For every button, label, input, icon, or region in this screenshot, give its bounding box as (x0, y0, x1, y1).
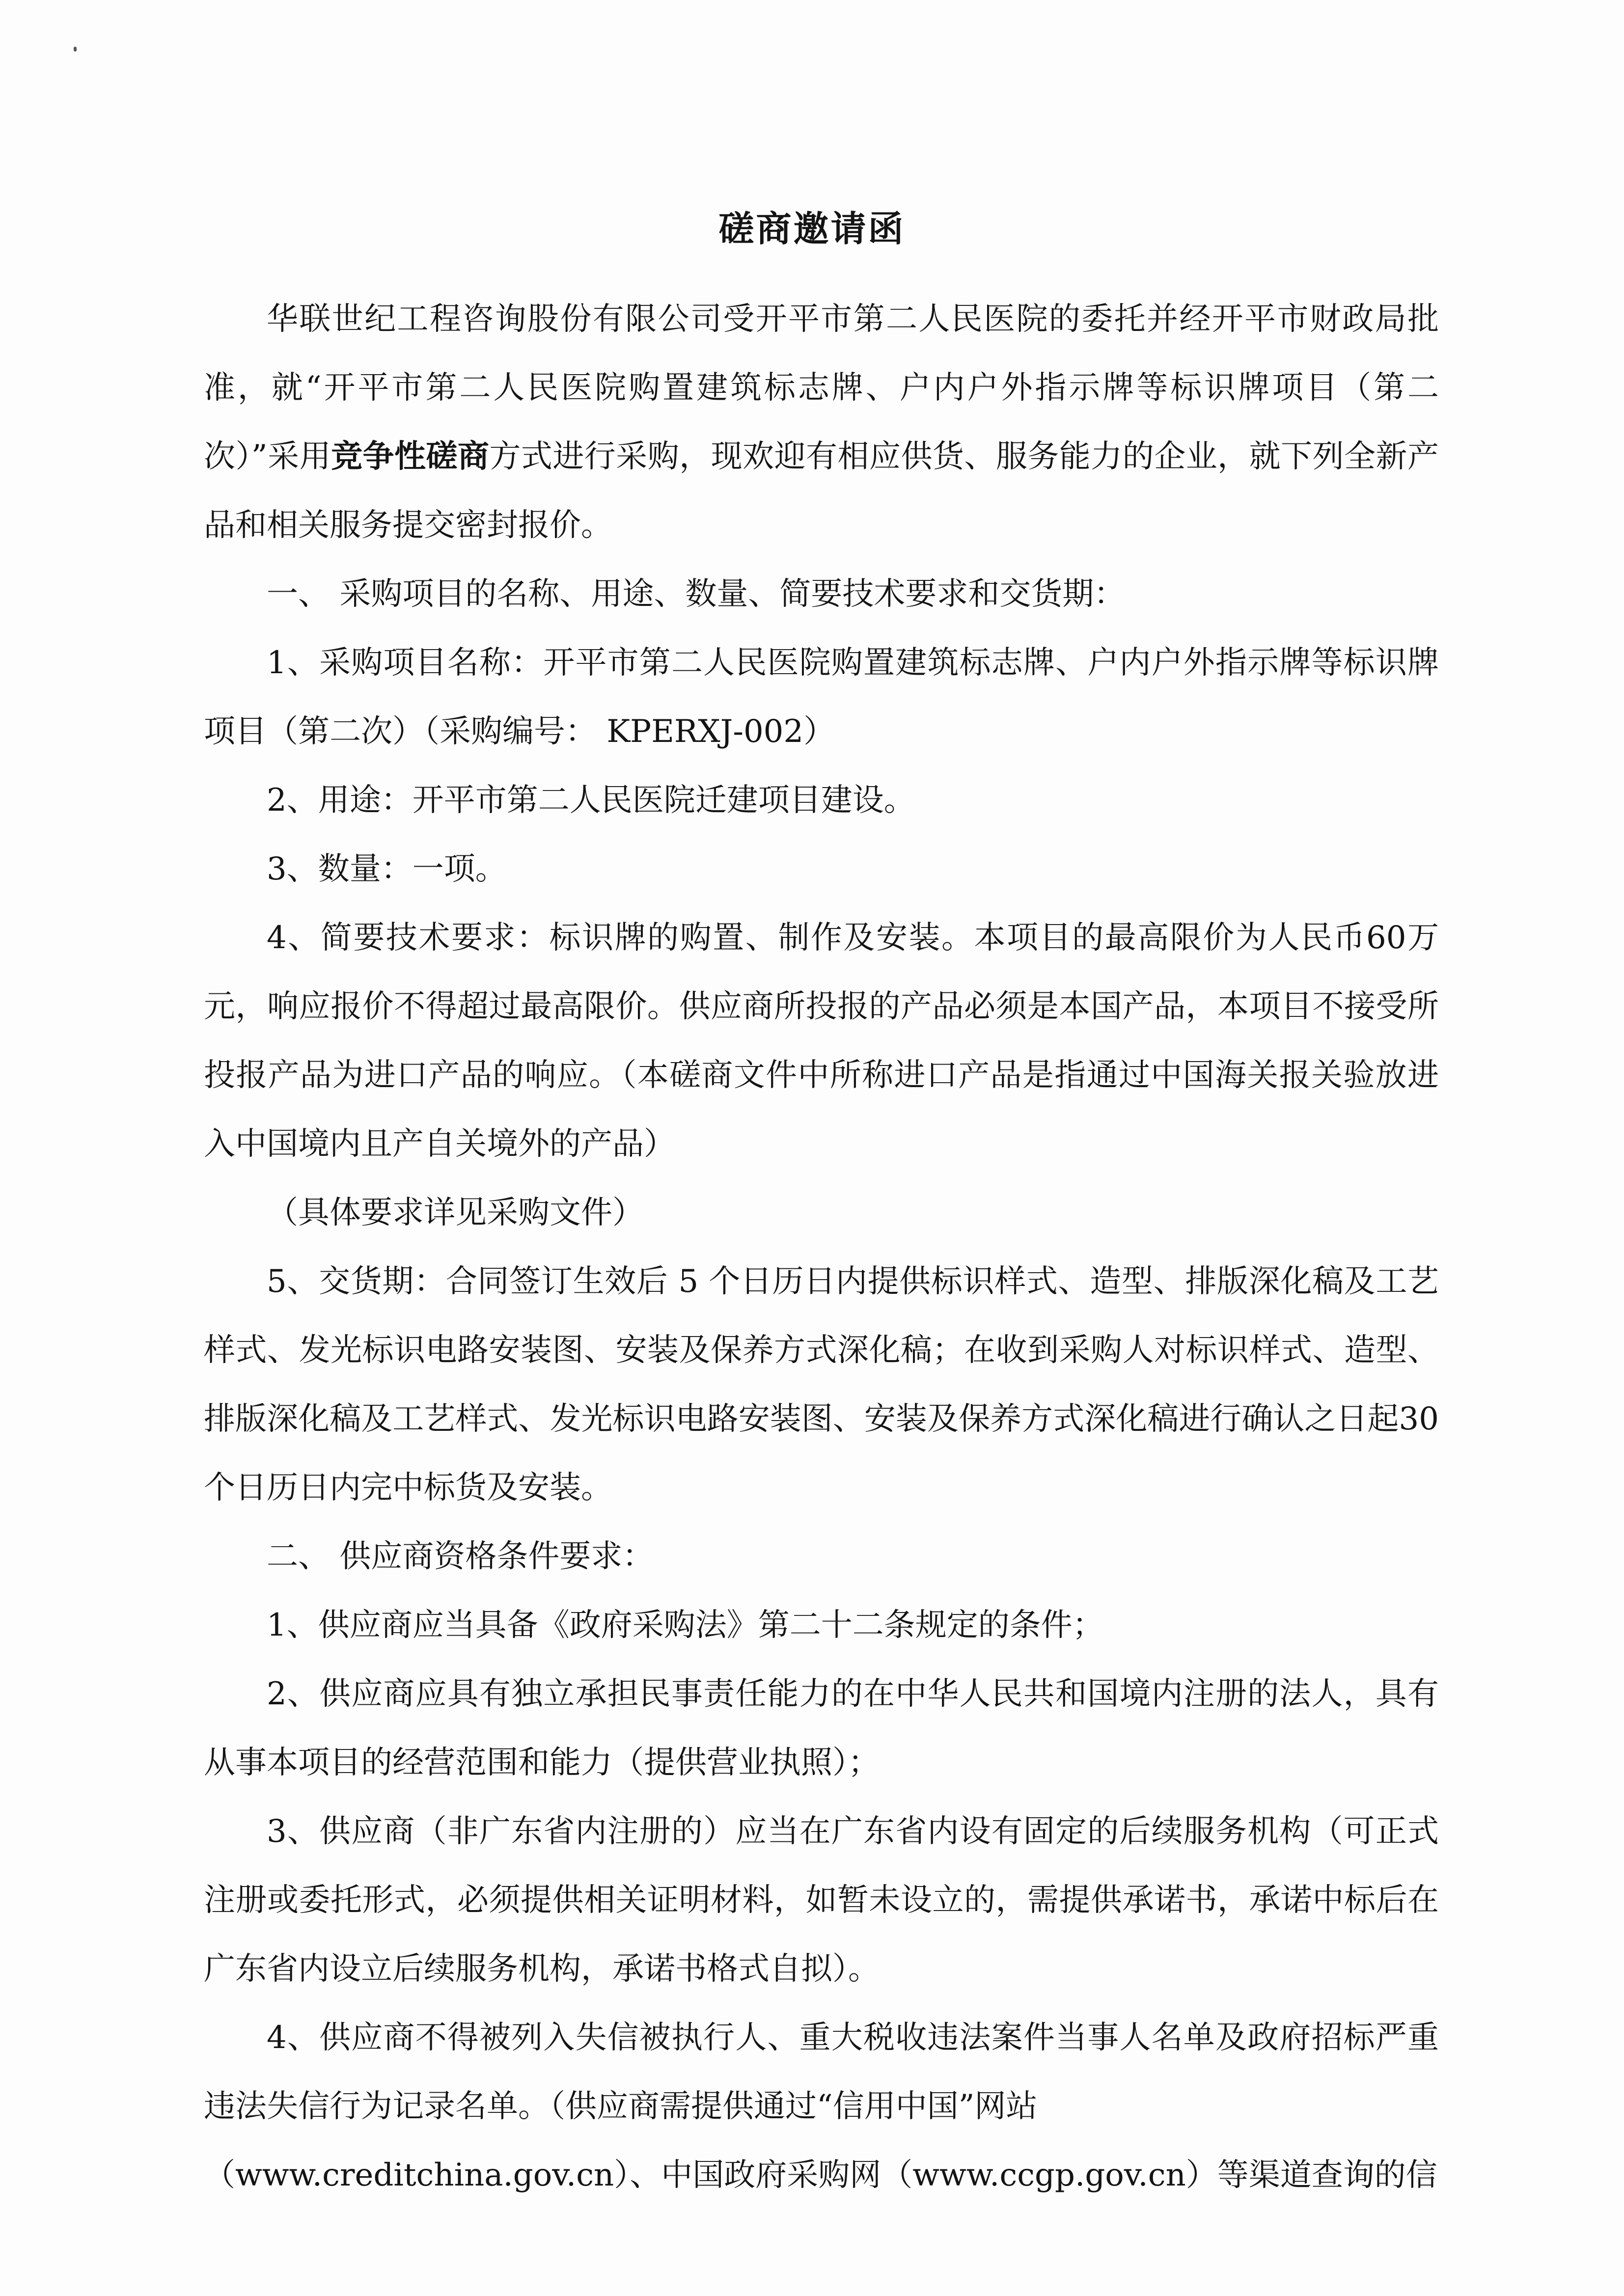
scan-speck (74, 47, 77, 52)
item-1-name: 1、采购项目名称：开平市第二人民医院购置建筑标志牌、户内户外指示牌等标识牌项目（第二次）（采购编号： KPERXJ-002） (204, 645, 1439, 750)
item-3-quantity: 3、数量：一项。 (267, 851, 507, 887)
requirement-4: 4、供应商不得被列入失信被执行人、重大税收违法案件当事人名单及政府招标严重违法失信行为记录名单。（供应商需提供通过“信用中国”网站 (204, 2020, 1439, 2125)
intro-paragraph (204, 285, 1439, 560)
requirement-3: 3、供应商（非广东省内注册的）应当在广东省内设有固定的后续服务机构（可正式注册或委托形式，必须提供相关证明材料，如暂未设立的，需提供承诺书，承诺中标后在广东省内设立后续服务机构，承诺书格式自拟）。 (204, 1813, 1439, 1987)
item-2-purpose: 2、用途：开平市第二人民医院迁建项目建设。 (267, 782, 915, 819)
requirement-4-continued: （www.creditchina.gov.cn）、中国政府采购网（www.ccgp.gov.cn）等渠道查询的信 (204, 2157, 1437, 2193)
section-1-heading: 一、 采购项目的名称、用途、数量、简要技术要求和交货期： (267, 576, 1126, 612)
item-4-requirements: 4、简要技术要求：标识牌的购置、制作及安装。本项目的最高限价为人民币60万元，响应报价不得超过最高限价。供应商所投报的产品必须是本国产品，本项目不接受所投报产品为进口产品的响应。（本磋商文件中所称进口产品是指通过中国海关报关验放进入中国境内且产自关境外的产品） (204, 920, 1439, 1162)
requirement-1: 1、供应商应当具备《政府采购法》第二十二条规定的条件； (267, 1607, 1104, 1643)
item-5-delivery: 5、交货期：合同签订生效后 5 个日历日内提供标识样式、造型、排版深化稿及工艺样式、发光标识电路安装图、安装及保养方式深化稿；在收到采购人对标识样式、造型、排版深化稿及工艺样式、发光标识电路安装图、安装及保养方式深化稿进行确认之日起30个日历日内完中标货及安装。 (204, 1263, 1439, 1506)
item-4-note: （具体要求详见采购文件） (267, 1195, 644, 1231)
document-body (204, 285, 1439, 2210)
section-2-heading: 二、 供应商资格条件要求： (267, 1538, 654, 1575)
intro-text-1: 华联世纪工程咨询股份有限公司受开平市第二人民医院的委托并经开平市财政局批准，就“开平市第二人民医院购置建筑标志牌、户内户外指示牌等标识牌项目（第二次）”采用 (204, 301, 1439, 475)
intro-text-2: 方式进行采购，现欢迎有相应供货、服务能力的企业，就下列全新产品和相关服务提交密封报价。 (204, 438, 1439, 544)
intro-method: 竞争性磋商 (331, 438, 490, 475)
document-title: 磋商邀请函 (718, 208, 906, 249)
requirement-2: 2、供应商应具有独立承担民事责任能力的在中华人民共和国境内注册的法人，具有从事本项目的经营范围和能力（提供营业执照）； (204, 1676, 1439, 1781)
